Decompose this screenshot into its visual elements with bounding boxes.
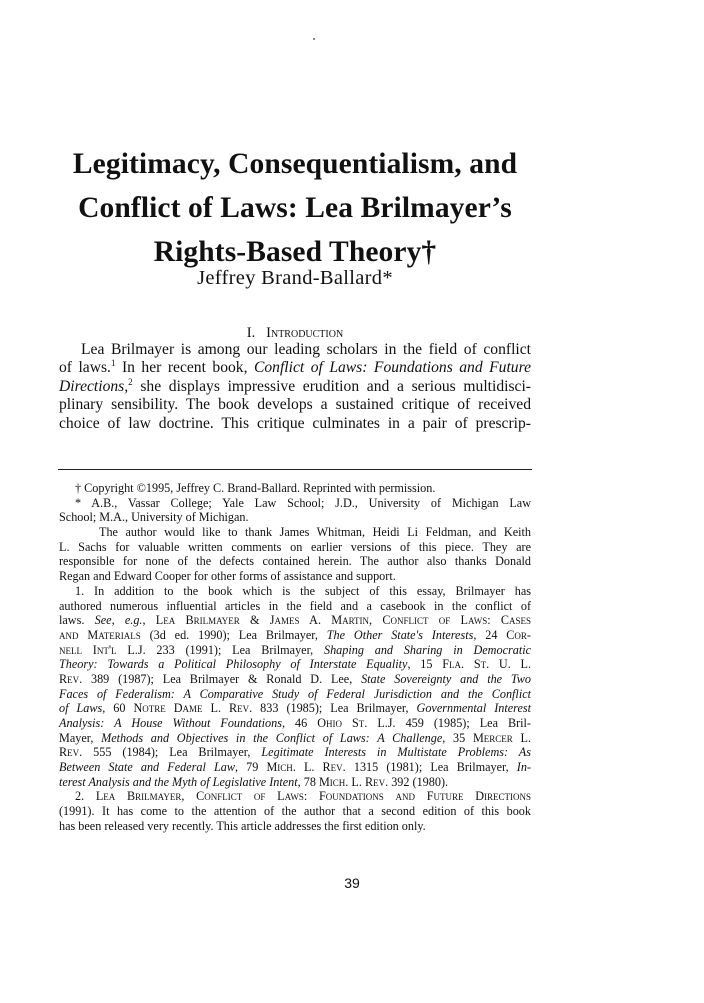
journal: Mich.	[266, 760, 296, 775]
book-title: Directions,	[59, 377, 129, 395]
journal: nell Int'l	[59, 642, 117, 657]
journal: Rev.	[229, 701, 253, 716]
journal: Rev.	[59, 671, 83, 686]
text: In her recent book,	[115, 359, 254, 377]
journal: Mich.	[318, 774, 349, 789]
text: L.J. 233 (1991); Lea Brilmayer,	[116, 642, 324, 657]
body-line	[59, 341, 531, 359]
section-number: I.	[246, 325, 256, 341]
text: , 24	[473, 627, 507, 642]
body-line	[59, 415, 531, 433]
text: 392 (1980).	[388, 774, 449, 789]
text: (3d ed. 1990); Lea Brilmayer,	[140, 627, 327, 642]
acknowledgement: The author would like to thank James Whitman, Heidi Li Feldman, and Keith	[99, 525, 531, 540]
text: L.	[348, 774, 365, 789]
text: Lea Brilmayer is among our leading scholars in the field of conflict	[81, 341, 531, 358]
footnote-1-line	[59, 643, 531, 658]
text: plinary sensibility. The book develops a sustained critique of received	[59, 396, 531, 414]
footnote-star-cont: School; M.A., University of Michigan.	[59, 510, 249, 525]
footnote-2-line: (1991). It has come to the attention of the author that a second edition of this book	[59, 804, 531, 819]
article-title	[59, 142, 531, 274]
footnote-1-line: authored numerous influential articles in the field and a casebook in the conflict of	[59, 598, 531, 613]
text: L.	[202, 701, 229, 716]
text: laws.	[59, 613, 95, 628]
article-citation: Legitimate Interests in Multistate Problems: As	[261, 745, 531, 760]
text: she displays impressive erudition and a serious multidisci-	[132, 377, 531, 395]
text: ,	[142, 613, 156, 628]
text: , 79	[234, 760, 267, 775]
citation: Lea Brilmayer, Conflict of Laws: Foundations and Future Directions	[95, 789, 531, 804]
citation: and Materials	[59, 627, 141, 642]
article-citation: Methods and Objectives in the Conflict of Laws: A Challenge	[101, 730, 443, 745]
footnote-1-line	[59, 672, 531, 687]
section-title: Introduction	[266, 325, 344, 341]
footnote-1-line	[59, 701, 531, 716]
footnote-1-line	[59, 760, 531, 775]
signal: See, e.g.	[94, 613, 143, 628]
body-line	[59, 378, 531, 396]
text: 1315 (1981); Lea Brilmayer,	[345, 760, 517, 775]
footnote-1-line	[59, 628, 531, 643]
footnote-1-line	[59, 775, 531, 790]
footnotes	[59, 481, 531, 834]
text: L.	[295, 760, 323, 775]
body-line	[59, 359, 531, 377]
text: , 35	[442, 730, 473, 745]
article-citation: terest Analysis and the Myth of Legislative Intent	[59, 774, 298, 789]
footnote-1-line	[59, 731, 531, 746]
acknowledgement: Regan and Edward Cooper for other forms of assistance and support.	[59, 569, 396, 584]
footnote-divider	[58, 469, 532, 470]
journal: Cor-	[506, 627, 531, 642]
article-citation: Analysis: A House Without Foundations	[59, 716, 282, 730]
text: , 60	[102, 701, 134, 716]
journal: Mercer	[472, 730, 513, 745]
footnote-1: 1. In addition to the book which is the subject of this essay, Brilmayer has	[75, 583, 531, 598]
article-citation: Between State and Federal Law	[59, 760, 235, 775]
body-line	[59, 396, 531, 414]
section-heading	[59, 325, 531, 342]
citation: Lea Brilmayer & James A. Martin, Conflict of Laws: Cases	[155, 613, 532, 628]
footnote-ref-1[interactable]: 1	[110, 358, 116, 369]
text: Mayer,	[59, 730, 102, 745]
article-citation: The Other State's Interests	[326, 627, 474, 642]
text: choice of law doctrine. This critique culminates in a pair of prescrip-	[59, 414, 531, 432]
title-line: Rights-Based Theory†	[153, 236, 437, 268]
text: 555 (1984); Lea Brilmayer,	[82, 745, 262, 760]
text: L.	[512, 730, 531, 745]
text: of laws.	[59, 359, 111, 377]
acknowledgement: responsible for none of the defects contained herein. The author also thanks Donald	[59, 554, 531, 569]
article-citation: In-	[516, 760, 531, 775]
footnote-1-line	[59, 716, 531, 731]
journal: Fla. St. U. L.	[442, 657, 532, 672]
article-citation: Theory: Towards a Political Philosophy of Interstate Equality	[59, 657, 408, 672]
title-line: Legitimacy, Consequentialism, and	[72, 148, 518, 180]
article-citation: State Sovereignty and the Two	[361, 671, 531, 686]
author-byline: Jeffrey Brand-Ballard*	[197, 267, 393, 289]
book-title: Conflict of Laws: Foundations and Future	[253, 359, 531, 377]
footnote-ref-2[interactable]: 2	[128, 376, 133, 387]
footnote-1-line	[59, 657, 531, 672]
text: L.J. 459 (1985); Lea Bril-	[367, 716, 531, 730]
text: , 46	[282, 716, 318, 730]
footnote-2	[59, 789, 531, 804]
text: 833 (1985); Lea Brilmayer,	[252, 701, 417, 716]
scan-speck	[313, 38, 315, 40]
text: 389 (1987); Lea Brilmayer & Ronald D. Lee,	[82, 671, 362, 686]
article-citation: Governmental Interest	[416, 701, 531, 716]
article-citation: of Laws	[59, 701, 103, 716]
journal: Rev.	[364, 774, 389, 789]
footnote-1-line	[59, 687, 531, 702]
body-paragraph	[59, 341, 531, 433]
footnote-2-line: has been released very recently. This article addresses the first edition only.	[59, 818, 426, 833]
footnote-1-line	[59, 745, 531, 760]
page-number: 39	[344, 875, 360, 891]
journal: Notre Dame	[133, 701, 203, 716]
footnote-star: * A.B., Vassar College; Yale Law School; J.D., University of Michigan Law	[75, 495, 531, 510]
journal: Rev.	[322, 760, 346, 775]
text: 2.	[75, 789, 96, 804]
footnote-1-line	[59, 613, 531, 628]
text: , 15	[407, 657, 443, 672]
text: , 78	[297, 774, 319, 789]
acknowledgement: L. Sachs for valuable written comments on earlier versions of this piece. They are	[59, 539, 531, 554]
journal: Rev.	[59, 745, 83, 760]
article-citation: Shaping and Sharing in Democratic	[323, 642, 531, 657]
title-line: Conflict of Laws: Lea Brilmayer’s	[78, 192, 512, 224]
article-citation: Faces of Federalism: A Comparative Study of Federal Jurisdiction and the Conflict	[59, 686, 531, 701]
footnote-dagger: † Copyright ©1995, Jeffrey C. Brand-Ballard. Reprinted with permission.	[75, 481, 436, 495]
journal: Ohio St.	[317, 716, 368, 730]
